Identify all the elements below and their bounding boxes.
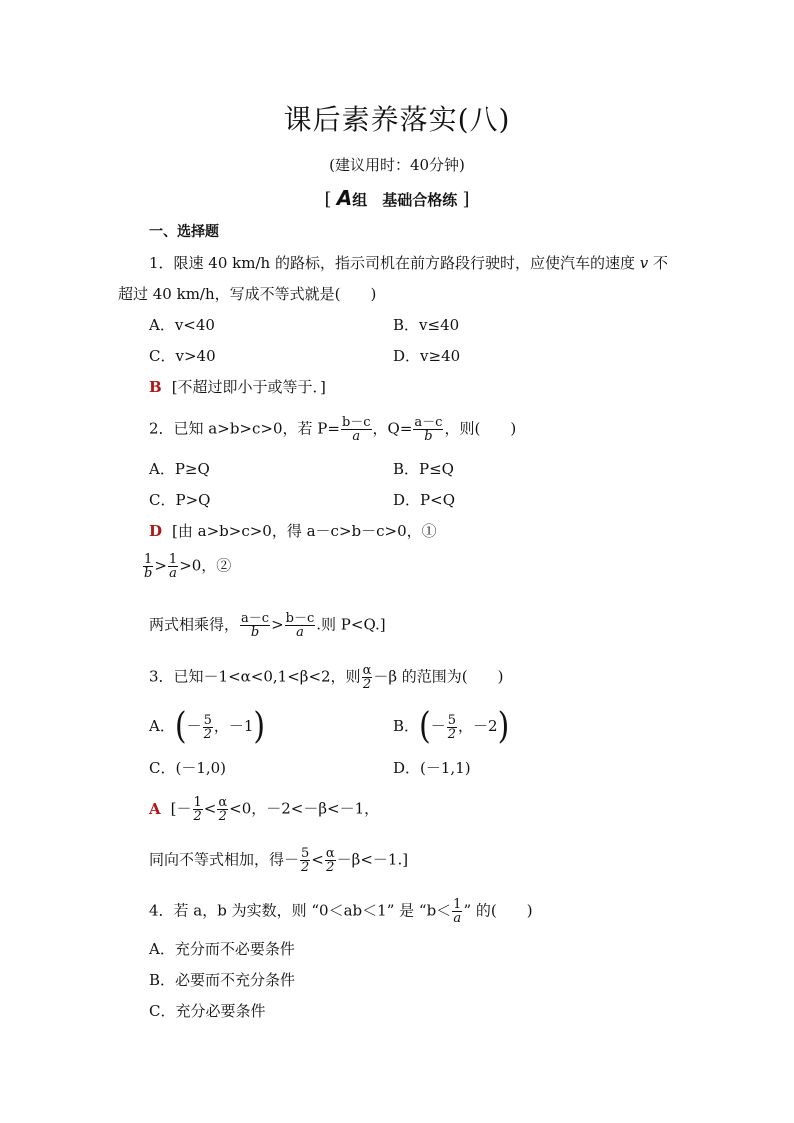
q3-b-minus: － (430, 717, 446, 735)
frac-denominator: 2 (326, 860, 335, 875)
q3-option-a (149, 705, 266, 748)
q1-stem-text: 1．限速 40 km/h 的路标，指示司机在前方路段行驶时，应使汽车的速度 (149, 254, 640, 272)
q4-stem-text: 4．若 a，b 为实数，则 “0＜ab＜1” 是 “b＜ (149, 901, 452, 920)
q2-frac-ac-over-b (240, 612, 270, 639)
q3-b-tail: ，－2 (458, 717, 498, 735)
q3-a-tail: ，－1 (213, 717, 254, 735)
q3-b-frac (447, 714, 457, 741)
frac-numerator: α (218, 795, 228, 810)
frac-numerator: α (362, 663, 372, 678)
q2-answer-letter: D (149, 522, 163, 540)
section-heading: 一、选择题 (149, 224, 219, 240)
q2-answer-text: [由 a>b>c>0，得 a－c>b－c>0，① (172, 522, 437, 540)
time-suggestion: (建议用时：40分钟) (329, 156, 465, 174)
q3-lt-sign-2: < (311, 850, 324, 869)
frac-numerator: 1 (453, 897, 462, 912)
q2-option-a: A．P≥Q (149, 460, 210, 478)
q2-gt-sign: > (154, 556, 167, 575)
frac-numerator: α (325, 846, 335, 861)
q3-a-right-paren: ) (253, 705, 266, 748)
q3-ans-frac-2 (217, 796, 228, 823)
q3-answer-line1 (149, 796, 379, 823)
frac-denominator: a (169, 566, 177, 581)
q2-q-numerator: a－c (414, 415, 443, 430)
q3-answer-letter: A (149, 799, 161, 818)
q4-option-b: B．必要而不充分条件 (149, 971, 296, 989)
frac-denominator: a (453, 911, 462, 926)
q3-lt-sign: < (203, 799, 217, 818)
q2-frac-bc-over-a (285, 612, 316, 639)
q2-option-c: C．P>Q (149, 491, 211, 509)
q3-answer-pre: [－ (170, 799, 192, 818)
q2-stem (149, 416, 516, 443)
q2-answer-text-3: 两式相乘得， (149, 615, 240, 634)
q2-answer-line3 (149, 612, 386, 639)
q2-p-numerator: b－c (341, 415, 371, 430)
q2-answer-conclusion: .则 P<Q.] (316, 615, 386, 634)
q3-ans-frac-3 (300, 847, 310, 874)
group-heading (0, 186, 794, 210)
frac-numerator: 1 (193, 795, 202, 810)
q1-var-v: v (639, 254, 649, 272)
frac-denominator: 2 (447, 726, 457, 742)
q3-b-left-paren: ( (419, 705, 431, 748)
q2-frac-1-over-b (143, 553, 153, 580)
frac-denominator: b (144, 566, 153, 581)
frac-numerator: 5 (447, 712, 457, 728)
q2-stem-text-q: ，Q= (372, 419, 413, 438)
q1-answer (149, 377, 326, 397)
q2-option-b: B．P≤Q (393, 460, 454, 478)
q4-stem-text-end: ” 的( ) (463, 901, 533, 920)
q3-option-c: C．(－1,0) (149, 759, 227, 777)
q4-option-a: A．充分而不必要条件 (149, 940, 295, 958)
q1-stem-line2: 超过 40 km/h，写成不等式就是( ) (118, 285, 377, 303)
q1-answer-letter: B (149, 378, 162, 396)
frac-numerator: 1 (144, 552, 153, 567)
q3-a-minus: － (186, 717, 202, 735)
q1-option-b: B．v≤40 (393, 316, 460, 334)
group-bracket-close: ] (462, 189, 470, 210)
q1-option-c: C．v>40 (149, 347, 216, 365)
q3-answer-tail: <0，－2<－β<－1， (229, 799, 380, 818)
frac-denominator: 2 (218, 809, 227, 824)
group-bracket-open: [ (324, 189, 332, 210)
q2-stem-text: 2．已知 a>b>c>0，若 P= (149, 419, 340, 438)
q2-fraction-p (341, 416, 372, 443)
q3-frac-alpha-over-2 (362, 664, 373, 691)
frac-denominator: 2 (193, 809, 202, 824)
q2-q-denominator: b (424, 429, 433, 444)
q1-option-a: A．v<40 (149, 316, 215, 334)
frac-denominator: 2 (203, 726, 212, 742)
q2-gt-sign-2: > (271, 615, 284, 634)
group-letter: A (336, 186, 353, 210)
q4-frac-1-over-a (452, 898, 462, 925)
frac-denominator: 2 (301, 860, 310, 875)
q2-fraction-q (413, 416, 443, 443)
q1-answer-text: [不超过即小于或等于．] (171, 378, 326, 396)
q3-answer-conclusion: －β<－1.] (336, 850, 409, 869)
page-title: 课后素养落实(八) (283, 103, 511, 136)
q4-stem (149, 898, 533, 925)
q3-answer-text-2: 同向不等式相加，得－ (149, 850, 300, 869)
q3-ans-frac-1 (193, 796, 203, 823)
frac-numerator: a－c (241, 611, 270, 626)
q3-option-b-label: B． (393, 717, 420, 735)
q2-stem-text-end: ，则( ) (444, 419, 517, 438)
frac-denominator: b (250, 625, 260, 640)
frac-numerator: 5 (203, 712, 212, 728)
q3-ans-frac-4 (325, 847, 336, 874)
q2-answer-line2 (142, 553, 231, 580)
q3-a-left-paren: ( (174, 705, 187, 748)
q2-frac-1-over-a (168, 553, 178, 580)
q2-option-d: D．P<Q (393, 491, 455, 509)
group-text: 组 基础合格练 (352, 191, 458, 209)
q3-b-right-paren: ) (497, 705, 510, 748)
q3-stem-text-end: －β 的范围为( ) (373, 667, 504, 686)
q1-option-d: D．v≥40 (393, 347, 461, 365)
frac-denominator: a (296, 625, 304, 640)
frac-numerator: 5 (301, 846, 310, 861)
q3-stem-text: 3．已知－1<α<0,1<β<2，则 (149, 667, 361, 686)
q3-stem (149, 664, 504, 691)
frac-numerator: 1 (168, 552, 178, 567)
q3-option-d: D．(－1,1) (393, 759, 471, 777)
q4-option-c: C．充分必要条件 (149, 1002, 266, 1020)
frac-numerator: b－c (285, 611, 315, 626)
q3-option-b (393, 705, 510, 748)
q3-a-frac (203, 714, 213, 741)
q1-stem-line1 (149, 253, 668, 273)
q2-p-denominator: a (352, 429, 361, 444)
q1-stem-text-end: 不 (648, 254, 668, 272)
q3-option-a-label: A． (149, 717, 175, 735)
frac-denominator: 2 (362, 677, 372, 692)
q2-answer-tail: >0，② (179, 556, 232, 575)
q2-answer-line1 (149, 521, 437, 541)
q3-answer-line2 (149, 847, 408, 874)
